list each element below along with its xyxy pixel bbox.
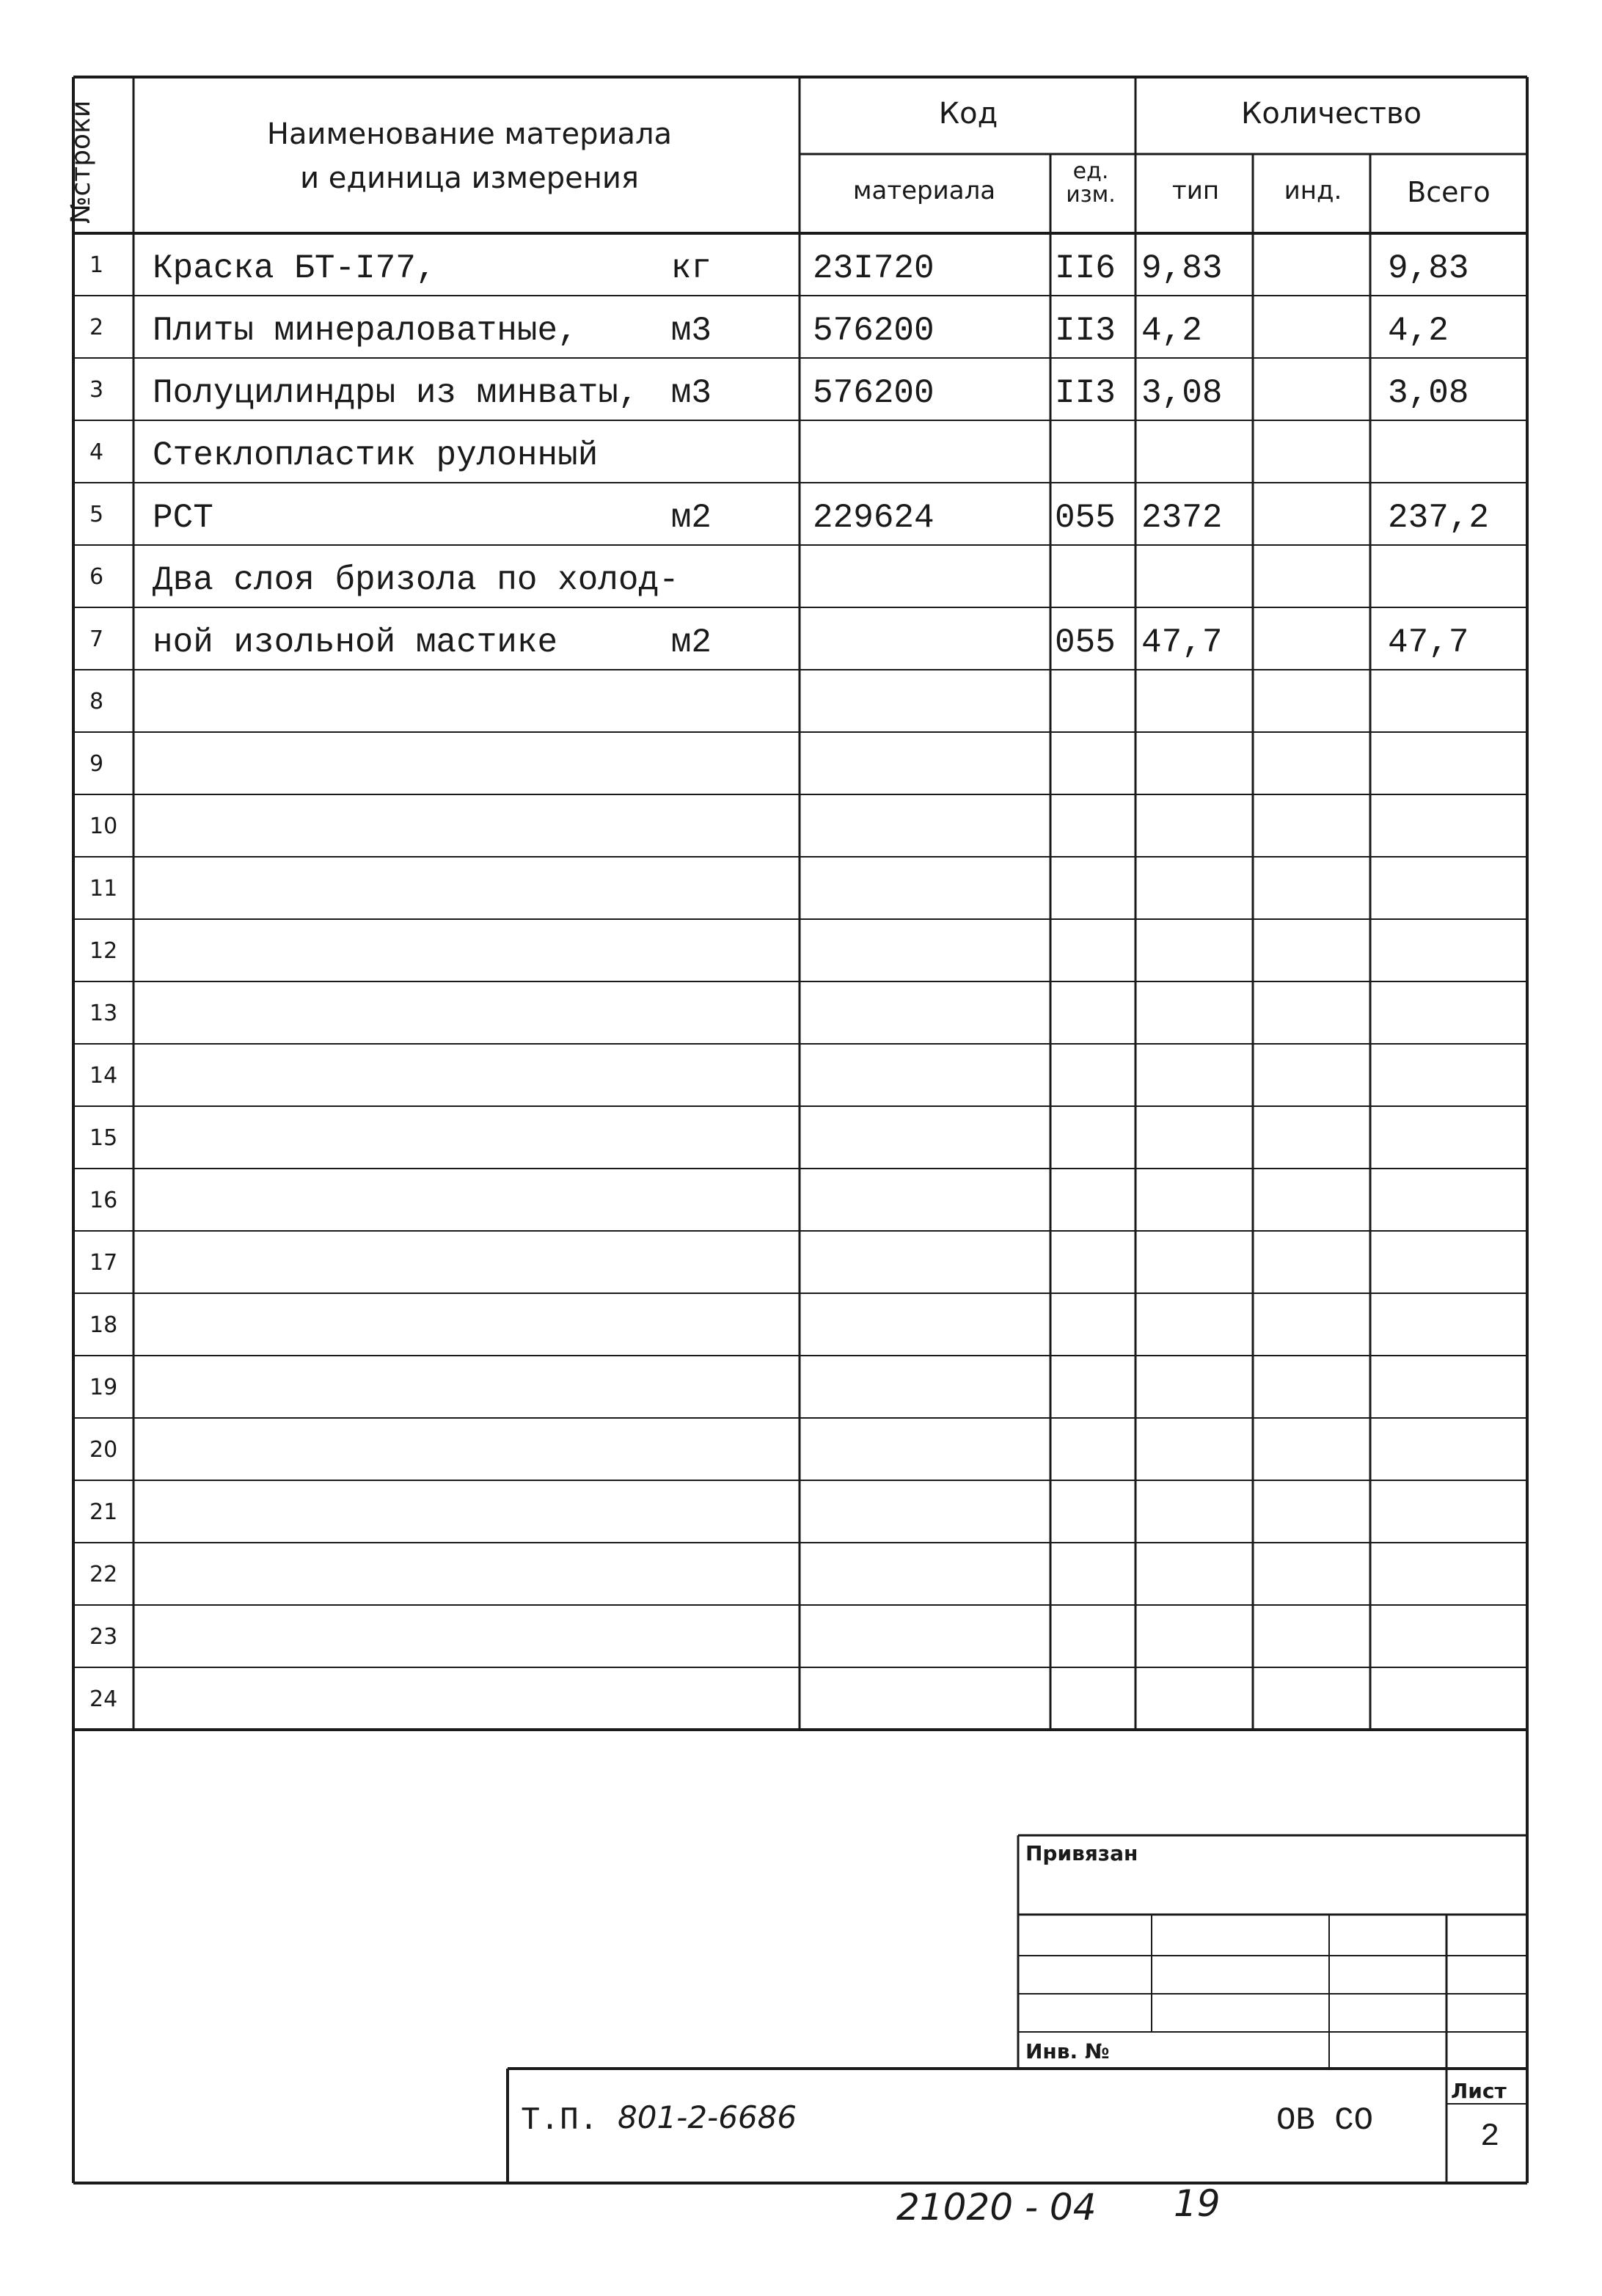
- row-number: 22: [89, 1562, 118, 1587]
- header-quantity: Количество: [1240, 97, 1422, 131]
- row-number: 24: [89, 1686, 118, 1712]
- row-quantity-type: 9,83: [1141, 249, 1223, 288]
- header-code: Код: [938, 97, 998, 131]
- row-number: 2: [89, 315, 104, 340]
- row-unit: м3: [670, 312, 712, 350]
- row-quantity-total: 4,2: [1388, 312, 1449, 350]
- row-number: 8: [89, 689, 104, 714]
- stamp-tp-prefix: Т.П.: [521, 2102, 599, 2139]
- row-number: 17: [89, 1250, 118, 1276]
- header-unit-code: ед. изм.: [1066, 158, 1116, 208]
- stamp-document-code: ОВ СО: [1276, 2102, 1374, 2139]
- row-quantity-type: 47,7: [1141, 624, 1223, 662]
- row-material-code: 576200: [813, 374, 934, 412]
- stamp-sheet-label: Лист: [1451, 2079, 1507, 2103]
- row-number: 16: [89, 1188, 118, 1213]
- row-quantity-total: 9,83: [1388, 249, 1469, 288]
- row-unit: м3: [670, 374, 712, 412]
- footer-archive-number: 21020 - 04: [896, 2186, 1097, 2229]
- row-quantity-type: 4,2: [1141, 312, 1202, 350]
- row-unit-code: II3: [1055, 374, 1116, 412]
- header-type: тип: [1171, 176, 1220, 205]
- row-unit-code: II6: [1055, 249, 1116, 288]
- row-material-code: 23I720: [813, 249, 934, 288]
- row-unit-code: II3: [1055, 312, 1116, 350]
- row-quantity-type: 3,08: [1141, 374, 1223, 412]
- header-name-line1: Наименование материала: [266, 117, 673, 151]
- row-quantity-type: 2372: [1141, 499, 1223, 537]
- row-number: 11: [89, 876, 118, 902]
- stamp-sheet-number: 2: [1480, 2118, 1500, 2155]
- row-material-name: ной изольной мастике: [153, 624, 558, 662]
- header-total: Всего: [1407, 176, 1491, 208]
- header-material: материала: [852, 176, 996, 205]
- row-quantity-total: 47,7: [1388, 624, 1469, 662]
- row-quantity-total: 3,08: [1388, 374, 1469, 412]
- row-number: 13: [89, 1001, 118, 1026]
- row-number: 23: [89, 1624, 118, 1650]
- row-unit-code: 055: [1055, 624, 1116, 662]
- row-number: 15: [89, 1125, 118, 1151]
- row-unit: кг: [670, 249, 712, 288]
- row-unit: м2: [670, 499, 712, 537]
- row-material-name: Краска БТ-I77,: [153, 249, 436, 288]
- row-number: 21: [89, 1499, 118, 1525]
- row-number: 9: [89, 751, 104, 777]
- stamp-privyazan-label: Привязан: [1025, 1841, 1138, 1865]
- header-name-line2: и единица измерения: [300, 161, 639, 195]
- stamp-tp-number: 801-2-6686: [618, 2099, 797, 2135]
- row-number: 1: [89, 252, 104, 278]
- row-material-name: РСТ: [153, 499, 213, 537]
- row-material-code: 576200: [813, 312, 934, 350]
- footer-page-number: 19: [1174, 2182, 1221, 2225]
- row-quantity-total: 237,2: [1388, 499, 1490, 537]
- row-number: 5: [89, 502, 104, 527]
- row-material-name: Полуцилиндры из минваты,: [153, 374, 639, 412]
- row-material-name: Два слоя бризола по холод-: [153, 561, 679, 599]
- row-material-name: Плиты минераловатные,: [153, 312, 578, 350]
- row-number: 12: [89, 938, 118, 964]
- header-row-number: №строки: [66, 100, 96, 224]
- header-individual: инд.: [1284, 176, 1342, 205]
- row-number: 4: [89, 439, 104, 465]
- stamp-inventory-label: Инв. №: [1025, 2039, 1110, 2063]
- row-number: 3: [89, 377, 104, 403]
- row-number: 19: [89, 1375, 118, 1400]
- row-material-code: 229624: [813, 499, 934, 537]
- row-number: 7: [89, 626, 104, 652]
- row-number: 6: [89, 564, 104, 590]
- row-unit: м2: [670, 624, 712, 662]
- row-number: 14: [89, 1063, 118, 1089]
- row-number: 18: [89, 1312, 118, 1338]
- row-number: 10: [89, 814, 118, 839]
- row-unit-code: 055: [1055, 499, 1116, 537]
- row-material-name: Стеклопластик рулонный: [153, 436, 599, 475]
- row-number: 20: [89, 1437, 118, 1463]
